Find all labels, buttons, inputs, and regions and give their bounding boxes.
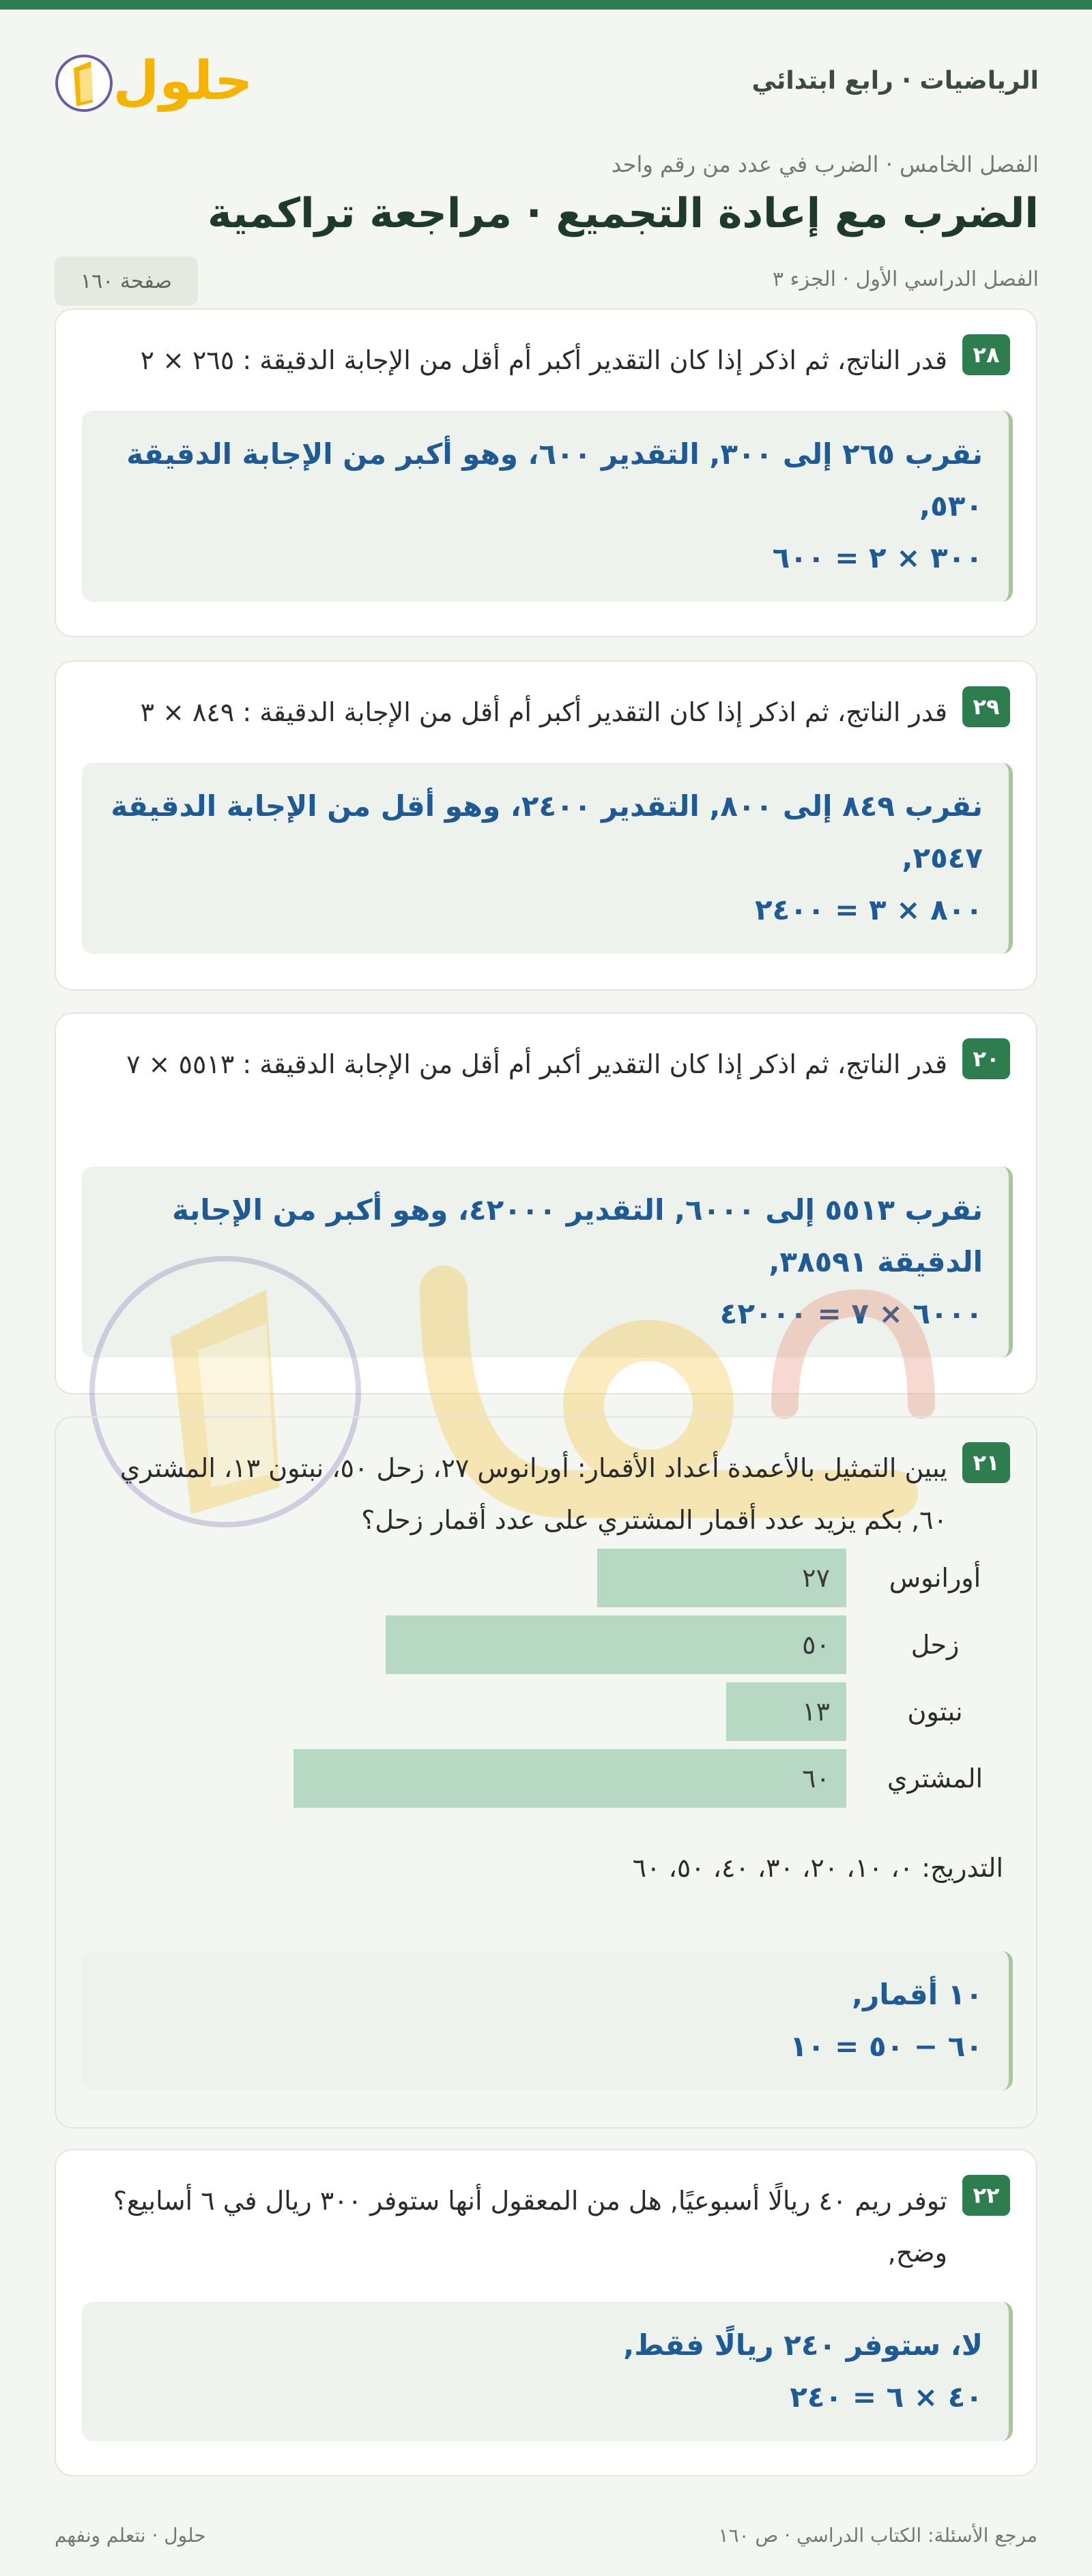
question-card-29 [55, 660, 1037, 991]
answer-box [82, 411, 1013, 602]
answer-equation: ٨٠٠ × ٣ = ٢٤٠٠ [755, 893, 983, 926]
question-text: يبين التمثيل بالأعمدة أعداد الأقمار: أورانوس ٢٧، زحل ٥٠، نبتون ١٣، المشتري ٦٠, بكم يزيد عدد أقمار المشتري على عدد أقمار زحل؟ [119, 1453, 947, 1535]
chart-value-label: ٥٠ [802, 1630, 830, 1660]
question-number: ٢١ [962, 1442, 1010, 1483]
chart-row [253, 1682, 1003, 1741]
chart-category-label: زحل [910, 1630, 960, 1660]
question-number: ٢٨ [962, 334, 1010, 375]
answer-equation: ٦٠ − ٥٠ = ١٠ [790, 2030, 983, 2063]
brand-logo-text: حلول [113, 50, 253, 112]
term-label: الفصل الدراسي الأول · الجزء ٣ [772, 267, 1039, 291]
chart-value-label: ١٣ [802, 1697, 830, 1727]
answer-equation: ٦٠٠٠ × ٧ = ٤٢٠٠٠ [719, 1297, 983, 1330]
page-title: الضرب مع إعادة التجميع · مراجعة تراكمية [207, 190, 1039, 237]
question-number: ٢٢ [962, 2175, 1010, 2216]
answer-text: نقرب ٥٥١٣ إلى ٦٠٠٠, التقدير ٤٢٠٠٠، وهو أكبر من الإجابة الدقيقة ٣٨٥٩١, [172, 1193, 983, 1278]
brand-logo-icon [53, 41, 258, 123]
top-accent-bar [0, 0, 1092, 10]
chart-value-label: ٦٠ [802, 1763, 830, 1794]
chart-bar [597, 1549, 846, 1607]
chart-category-label: المشتري [887, 1763, 983, 1794]
question-card-28 [55, 308, 1037, 637]
question-text: قدر الناتج، ثم اذكر إذا كان التقدير أكبر أم أقل من الإجابة الدقيقة : ٢٦٥ × ٢ [140, 345, 947, 375]
chart-value-label: ٢٧ [802, 1563, 830, 1593]
chart-bar [386, 1615, 846, 1674]
chart-bar [293, 1749, 846, 1808]
page-number-badge: صفحة ١٦٠ [55, 257, 198, 306]
page-header [53, 41, 1039, 123]
chart-row [253, 1615, 1003, 1674]
subject-label: الرياضيات · رابع ابتدائي [751, 67, 1039, 95]
answer-box [82, 1167, 1013, 1358]
question-card-20 [55, 1012, 1037, 1394]
answer-equation: ٤٠ × ٦ = ٢٤٠ [790, 2380, 983, 2414]
question-text: توفر ريم ٤٠ ريالًا أسبوعيًا, هل من المعقول أنها ستوفر ٣٠٠ ريال في ٦ أسابيع؟ وضح, [113, 2186, 947, 2268]
chart-scale-note: التدريج: ٠، ١٠، ٢٠، ٣٠، ٤٠، ٥٠، ٦٠ [632, 1853, 1003, 1883]
answer-text: نقرب ٢٦٥ إلى ٣٠٠, التقدير ٦٠٠، وهو أكبر من الإجابة الدقيقة ٥٣٠, [126, 437, 983, 523]
question-card-22 [55, 2149, 1037, 2476]
answer-box [82, 2302, 1013, 2441]
question-number: ٢٩ [962, 686, 1010, 727]
answer-equation: ٣٠٠ × ٢ = ٦٠٠ [772, 541, 983, 574]
question-text: قدر الناتج، ثم اذكر إذا كان التقدير أكبر أم أقل من الإجابة الدقيقة : ٨٤٩ × ٣ [140, 697, 947, 727]
brand-logo[interactable] [53, 41, 258, 123]
answer-text: نقرب ٨٤٩ إلى ٨٠٠, التقدير ٢٤٠٠، وهو أقل من الإجابة الدقيقة ٢٥٤٧, [111, 789, 983, 875]
chart-row [253, 1549, 1003, 1607]
answer-box [82, 1951, 1013, 2090]
breadcrumb: الفصل الخامس · الضرب في عدد من رقم واحد [611, 151, 1039, 177]
chart-bar [726, 1682, 846, 1741]
footer-reference: مرجع الأسئلة: الكتاب الدراسي · ص ١٦٠ [718, 2524, 1037, 2547]
question-text: قدر الناتج، ثم اذكر إذا كان التقدير أكبر أم أقل من الإجابة الدقيقة : ٥٥١٣ × ٧ [126, 1049, 947, 1079]
chart-row [253, 1749, 1003, 1808]
question-number: ٢٠ [962, 1038, 1010, 1079]
footer-brand: حلول · نتعلم ونفهم [55, 2524, 206, 2547]
chart-category-label: أورانوس [889, 1563, 981, 1593]
chart-category-label: نبتون [907, 1697, 963, 1727]
answer-box [82, 763, 1013, 954]
moons-bar-chart [253, 1549, 1003, 1835]
answer-text: لا، ستوفر ٢٤٠ ريالًا فقط, [623, 2328, 983, 2362]
answer-text: ١٠ أقمار, [852, 1978, 983, 2011]
